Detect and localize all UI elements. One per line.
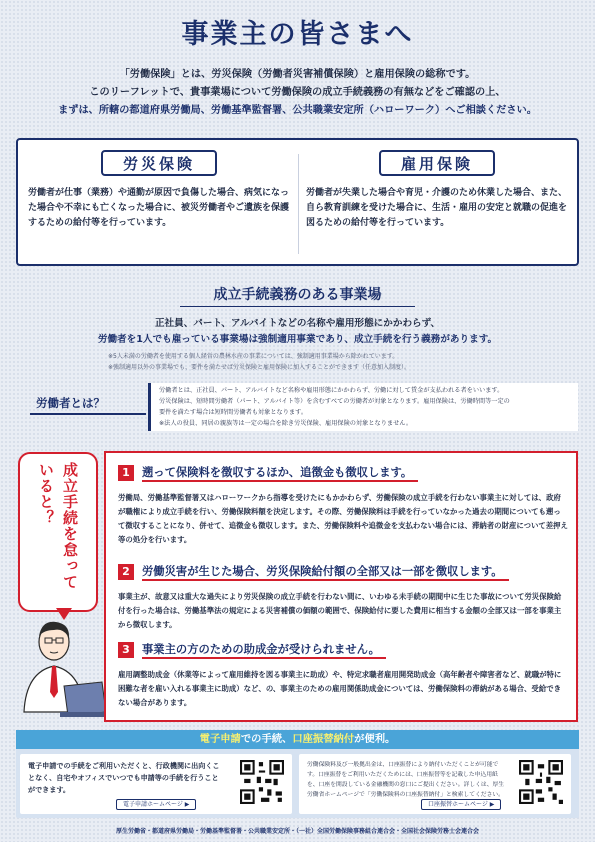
obligation-body	[20, 316, 575, 348]
penalty-number: 2	[118, 564, 134, 580]
rousai-heading: 労災保険	[101, 150, 217, 176]
e-application-card	[20, 754, 292, 814]
koyou-column	[306, 150, 568, 231]
worker-line-3: 要件を満たす場合は短時間労働者も対象となります。	[159, 409, 308, 416]
penalty-item	[118, 640, 568, 710]
worker-line-4: ※法人の役員、同居の親族等は一定の場合を除き労災保険、雇用保険の対象となりません。	[159, 420, 413, 427]
banner-text-2: が便利。	[354, 733, 396, 745]
worker-definition-box	[148, 383, 578, 431]
note-1: ※5人未満の労働者を使用する個人経営の農林水産の事業については、強制適用事業場から除かれています。	[108, 353, 399, 360]
footer-organizations: 厚生労働省・都道府県労働局・労働基準監督署・公共職業安定所・（一社）全国労働保険事務組合連合会・全国社会保険労務士会連合会	[115, 828, 479, 835]
penalty-box	[104, 451, 578, 722]
convenience-section	[16, 730, 579, 818]
penalty-text: 労働局、労働基準監督署又はハローワークから指導を受けたにもかかわらず、労働保険の成立手続を行わない事業主に対しては、政府が職権により成立手続を行い、労働保険料額を決定します。その際、労働保険料は手続を行っていなかった過去の期間についても遡って徴収することになり、併せて、追徴金も徴収します。また、労働保険料や追徴金を支払わない場合には、滞納者の財産について差押え等の処分を行います。	[118, 493, 568, 544]
worker-line-2: 労災保険は、短時間労働者（パート、アルバイト等）を含むすべての労働者が対象となります。雇用保険は、労働時間等一定の	[159, 398, 510, 405]
e-application-text: 電子申請での手続をご利用いただくと、行政機関に出向くことなく、自宅やオフィスでいつでも申請等の手続を行うことができます。	[28, 761, 220, 794]
rousai-column	[28, 150, 290, 231]
e-application-homepage-link[interactable]: 電子申請ホームページ ▶	[116, 799, 196, 810]
intro-line-3: まずは、所轄の都道府県労働局、労働基準監督署、公共職業安定所（ハローワーク）へご相談ください。	[58, 105, 537, 116]
penalty-text: 雇用調整助成金（休業等によって雇用維持を図る事業主に助成）や、特定求職者雇用開発助成金（高年齢者や障害者など、就職が特に困難な者を雇い入れる事業主に助成）など、の、事業主のための雇用関係助成金については、労働保険料の滞納がある場合、受給できない場合があります。	[118, 670, 562, 707]
page-title: 事業主の皆さまへ	[181, 19, 414, 50]
qr-code-icon	[240, 760, 284, 804]
koyou-heading: 雇用保険	[379, 150, 495, 176]
obligation-line-2: 労働者を1人でも雇っている事業場は強制適用事業であり、成立手続を行う義務があります。	[97, 334, 498, 345]
koyou-description: 労働者が失業した場合や育児・介護のため休業した場合、また、自ら教育訓練を受けた場合に、生活・雇用の安定と就職の促進を図るための給付等を行っています。	[306, 188, 568, 228]
column-divider	[298, 154, 299, 254]
obligation-section-title: 成立手続義務のある事業場	[213, 287, 382, 303]
penalty-item	[118, 463, 568, 547]
penalty-title: 事業主の方のための助成金が受けられません。	[142, 641, 386, 659]
penalty-text: 事業主が、故意又は重大な過失により労災保険の成立手続を行わない間に、いわゆる未手続の期間中に生じた事故について労災保険給付を行った場合は、労働基準法の規定による災害補償の価額の範囲で、保険給付に要した費用に相当する金額の全部又は一部を事業主から徴収します。	[118, 592, 562, 629]
warning-bubble-text: 成立手続を怠っていると？	[37, 462, 79, 590]
account-transfer-card	[299, 754, 571, 814]
penalty-title: 遡って保険料を徴収するほか、追徴金も徴収します。	[142, 464, 418, 482]
qr-code-icon	[519, 760, 563, 804]
penalty-title: 労働災害が生じた場合、労災保険給付額の全部又は一部を徴収します。	[142, 563, 509, 581]
intro-text	[20, 66, 575, 120]
banner-text-1: での手続、	[240, 733, 293, 745]
convenience-banner	[16, 730, 579, 749]
intro-line-2: このリーフレットで、貴事業場について労働保険の成立手続義務の有無などをご確認の上、	[89, 87, 506, 98]
account-transfer-text: 労働保険料及び一般拠出金は、口座振替により納付いただくことが可能です。口座振替をご利用いただくためには、口座振替等を記載した申込用紙を、口座を開設している金融機関の窓口にご提出ください。詳しくは、厚生労働省ホームページで「労働保険料の口座振替納付」と検索してください。	[307, 762, 505, 798]
penalty-item	[118, 562, 568, 632]
insurance-overview-box	[16, 138, 579, 266]
penalty-number: 1	[118, 465, 134, 481]
note-2: ※強制適用以外の事業場でも、要件を満たせば労災保険と雇用保険に加入することができます（任意加入制度）。	[108, 364, 411, 371]
account-transfer-homepage-link[interactable]: 口座振替ホームページ ▶	[421, 799, 501, 810]
intro-line-1: 「労働保険」とは、労災保険（労働者災害補償保険）と雇用保険の総称です。	[119, 69, 476, 80]
rousai-description: 労働者が仕事（業務）や通勤が原因で負傷した場合、病気になった場合や不幸にも亡くなった場合に、被災労働者やご遺族を保護するための給付等を行っています。	[28, 188, 290, 228]
banner-e-application: 電子申請	[199, 733, 241, 745]
penalty-number: 3	[118, 642, 134, 658]
warning-speech-bubble	[18, 452, 98, 612]
banner-account-transfer: 口座振替納付	[292, 733, 355, 745]
obligation-line-1: 正社員、パート、アルバイトなどの名称や雇用形態にかかわらず、	[154, 318, 441, 329]
worker-line-1: 労働者とは、正社員、パート、アルバイトなど名称や雇用形態にかかわらず、労働に対して賃金が支払われる者をいいます。	[159, 387, 504, 394]
businessman-laptop-illustration	[14, 612, 108, 720]
obligation-notes	[108, 351, 568, 373]
worker-definition-label: 労働者とは？	[30, 393, 146, 415]
section-underline	[180, 306, 415, 307]
